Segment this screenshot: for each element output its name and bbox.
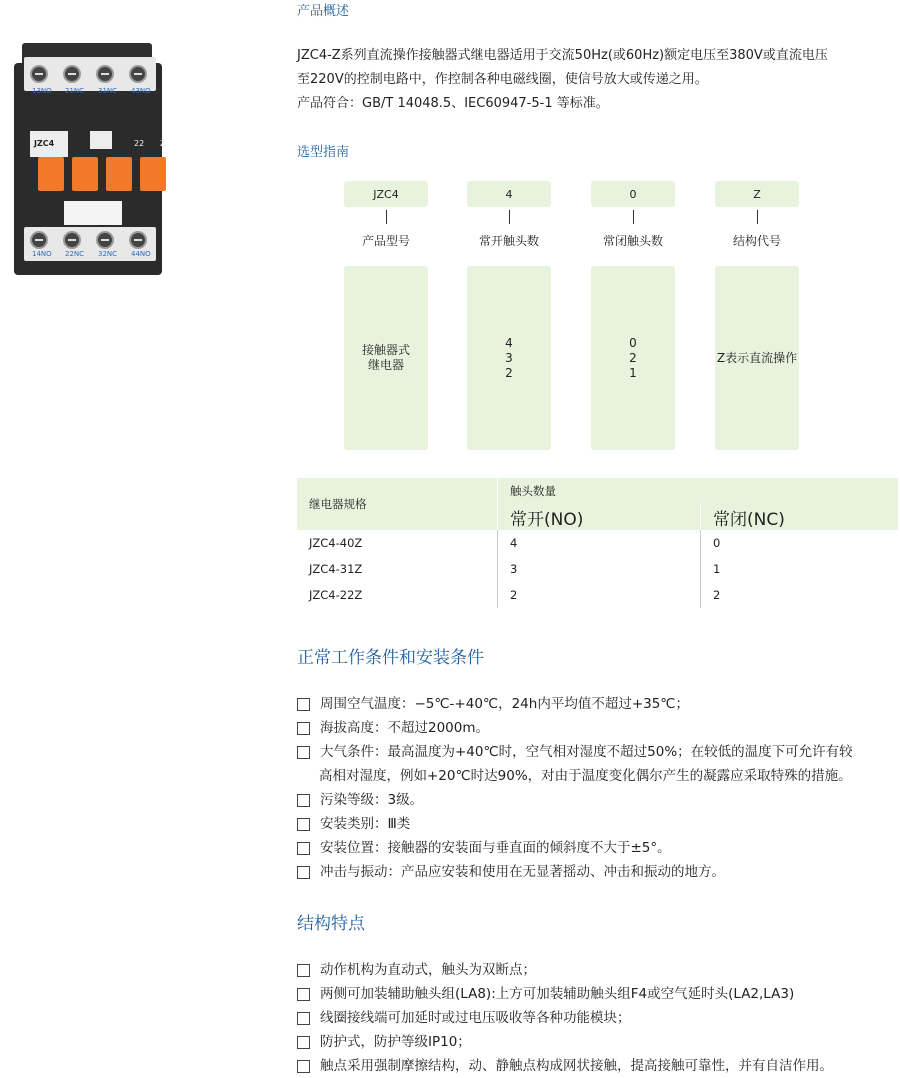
list-item bbox=[297, 812, 853, 836]
code-pill: Z bbox=[715, 181, 799, 207]
checkbox-icon bbox=[297, 818, 310, 831]
table-header-row bbox=[297, 478, 898, 504]
checkbox-icon bbox=[297, 1036, 310, 1049]
checkbox-icon bbox=[297, 1012, 310, 1025]
orange-contact-block bbox=[72, 157, 98, 191]
list-item bbox=[297, 716, 853, 740]
terminal-label: 31NC bbox=[98, 87, 118, 95]
table-row bbox=[297, 556, 898, 582]
header-cell: 继电器规格 bbox=[297, 478, 498, 530]
list-item bbox=[297, 982, 833, 1006]
content-line: Z表示直流操作 bbox=[716, 350, 798, 365]
content-line: 接触器式 bbox=[361, 343, 410, 357]
content-line: 2 bbox=[505, 365, 513, 380]
list-item bbox=[297, 692, 853, 716]
table-cell: 0 bbox=[701, 530, 899, 556]
screw-icon bbox=[96, 231, 114, 249]
content-line: 4 bbox=[505, 335, 513, 350]
column-content bbox=[715, 266, 799, 450]
screw-icon bbox=[63, 231, 81, 249]
product-photo bbox=[0, 35, 180, 280]
conditions-title: 正常工作条件和安装条件 bbox=[297, 648, 484, 668]
checkbox-icon bbox=[297, 866, 310, 879]
checkbox-icon bbox=[297, 698, 310, 711]
orange-contact-block bbox=[140, 157, 166, 191]
code-pill: 0 bbox=[591, 181, 675, 207]
list-item bbox=[297, 860, 853, 884]
checkbox-icon bbox=[297, 988, 310, 1001]
content-line: 3 bbox=[505, 350, 513, 365]
column-label: 常开触头数 bbox=[478, 234, 539, 248]
overview-line: JZC4-Z系列直流操作接触器式继电器适用于交流50Hz(或60Hz)额定电压至380V或直流电压 bbox=[297, 48, 828, 63]
connector-line bbox=[509, 210, 510, 224]
features-list bbox=[297, 958, 833, 1078]
connector-line bbox=[757, 210, 758, 224]
selection-title: 选型指南 bbox=[297, 145, 350, 160]
column-content bbox=[467, 266, 551, 450]
features-title: 结构特点 bbox=[297, 914, 365, 934]
screw-icon bbox=[30, 65, 48, 83]
terminal-label: 14NO bbox=[32, 250, 52, 258]
connector-line bbox=[386, 210, 387, 224]
list-item bbox=[297, 788, 853, 812]
table-cell: JZC4-22Z bbox=[309, 588, 363, 602]
orange-contact-block bbox=[38, 157, 64, 191]
table-cell: 2 bbox=[701, 582, 899, 608]
content-line: 2 bbox=[629, 350, 637, 365]
table-row bbox=[297, 530, 898, 556]
list-item bbox=[297, 740, 853, 764]
column-label: 常闭触头数 bbox=[602, 234, 663, 248]
screw-icon bbox=[30, 231, 48, 249]
table-cell: 3 bbox=[498, 556, 701, 582]
checkbox-icon bbox=[297, 722, 310, 735]
list-item-text: 污染等级：3级。 bbox=[320, 792, 424, 808]
column-content bbox=[591, 266, 675, 450]
orange-contact-block bbox=[106, 157, 132, 191]
checkbox-icon bbox=[297, 794, 310, 807]
table-cell: 4 bbox=[498, 530, 701, 556]
side-code: 22 bbox=[134, 139, 145, 148]
list-item-text: 线圈接线端可加延时或过电压吸收等各种功能模块； bbox=[320, 1010, 631, 1026]
list-item-text: 两侧可加装辅助触头组(LA8):上方可加装辅助触头组F4或空气延时头(LA2,LA3) bbox=[320, 986, 795, 1002]
screw-icon bbox=[129, 65, 147, 83]
column-label: 产品型号 bbox=[361, 234, 410, 248]
list-item-text: 防护式，防护等级IP10； bbox=[320, 1034, 471, 1050]
overview-line: 产品符合：GB/T 14048.5、IEC60947-5-1 等标准。 bbox=[297, 96, 609, 111]
content-line: 继电器 bbox=[367, 358, 404, 372]
screw-icon bbox=[63, 65, 81, 83]
list-item bbox=[297, 958, 833, 982]
table-row bbox=[297, 582, 898, 608]
terminal-label: 13NO bbox=[32, 87, 52, 95]
checkbox-icon bbox=[297, 1060, 310, 1073]
terminal-label: 32NC bbox=[98, 250, 118, 258]
list-item-text: 周围空气温度：−5℃-+40℃，24h内平均值不超过+35℃； bbox=[320, 696, 689, 712]
connector-line bbox=[633, 210, 634, 224]
overview-title: 产品概述 bbox=[297, 4, 350, 19]
list-item bbox=[297, 1006, 833, 1030]
terminal-label: 21NC bbox=[65, 87, 85, 95]
column-content bbox=[344, 266, 428, 450]
code-pill: JZC4 bbox=[344, 181, 428, 207]
list-item-text: 海拔高度：不超过2000m。 bbox=[320, 720, 490, 736]
overview-line: 至220V的控制电路中，作控制各种电磁线圈，使信号放大或传递之用。 bbox=[297, 72, 708, 87]
white-label bbox=[64, 201, 122, 225]
side-letter: Z bbox=[160, 139, 166, 148]
list-item bbox=[297, 836, 853, 860]
column-label: 结构代号 bbox=[732, 234, 781, 248]
table-cell: JZC4-31Z bbox=[309, 562, 363, 576]
list-item-text: 安装位置：接触器的安装面与垂直面的倾斜度不大于±5°。 bbox=[320, 840, 671, 856]
conditions-list bbox=[297, 692, 853, 884]
screw-icon bbox=[129, 231, 147, 249]
overview-text bbox=[297, 44, 900, 116]
list-item-text: 触点采用强制摩擦结构，动、静触点构成网状接触，提高接触可靠性，并有自洁作用。 bbox=[320, 1058, 833, 1074]
list-item bbox=[297, 1030, 833, 1054]
header-cell: 常开(NO) bbox=[498, 504, 701, 530]
center-plate bbox=[90, 131, 112, 149]
table-cell: JZC4-40Z bbox=[309, 536, 363, 550]
list-item bbox=[297, 1054, 833, 1078]
header-cell: 常闭(NC) bbox=[701, 504, 899, 530]
list-item-text: 大气条件：最高温度为+40℃时，空气相对湿度不超过50%；在较低的温度下可允许有较 bbox=[320, 744, 853, 760]
checkbox-icon bbox=[297, 842, 310, 855]
terminal-label: 43NO bbox=[131, 87, 151, 95]
content-line: 1 bbox=[629, 365, 637, 380]
content-line: 0 bbox=[629, 335, 637, 350]
checkbox-icon bbox=[297, 746, 310, 759]
model-plate-text: JZC4 bbox=[34, 139, 55, 148]
screw-icon bbox=[96, 65, 114, 83]
list-item-text: 动作机构为直动式，触头为双断点； bbox=[320, 962, 536, 978]
list-item-text: 安装类别：Ⅲ类 bbox=[320, 816, 411, 832]
code-pill: 4 bbox=[467, 181, 551, 207]
terminal-label: 44NO bbox=[131, 250, 151, 258]
list-item-continuation: 高相对湿度，例如+20℃时达90%，对由于温度变化偶尔产生的凝露应采取特殊的措施。 bbox=[319, 768, 852, 784]
table-cell: 1 bbox=[701, 556, 899, 582]
spec-table bbox=[297, 478, 898, 608]
terminal-label: 22NC bbox=[65, 250, 85, 258]
header-cell: 触头数量 bbox=[498, 478, 899, 504]
table-cell: 2 bbox=[498, 582, 701, 608]
checkbox-icon bbox=[297, 964, 310, 977]
list-item-text: 冲击与振动：产品应安装和使用在无显著摇动、冲击和振动的地方。 bbox=[320, 864, 725, 880]
